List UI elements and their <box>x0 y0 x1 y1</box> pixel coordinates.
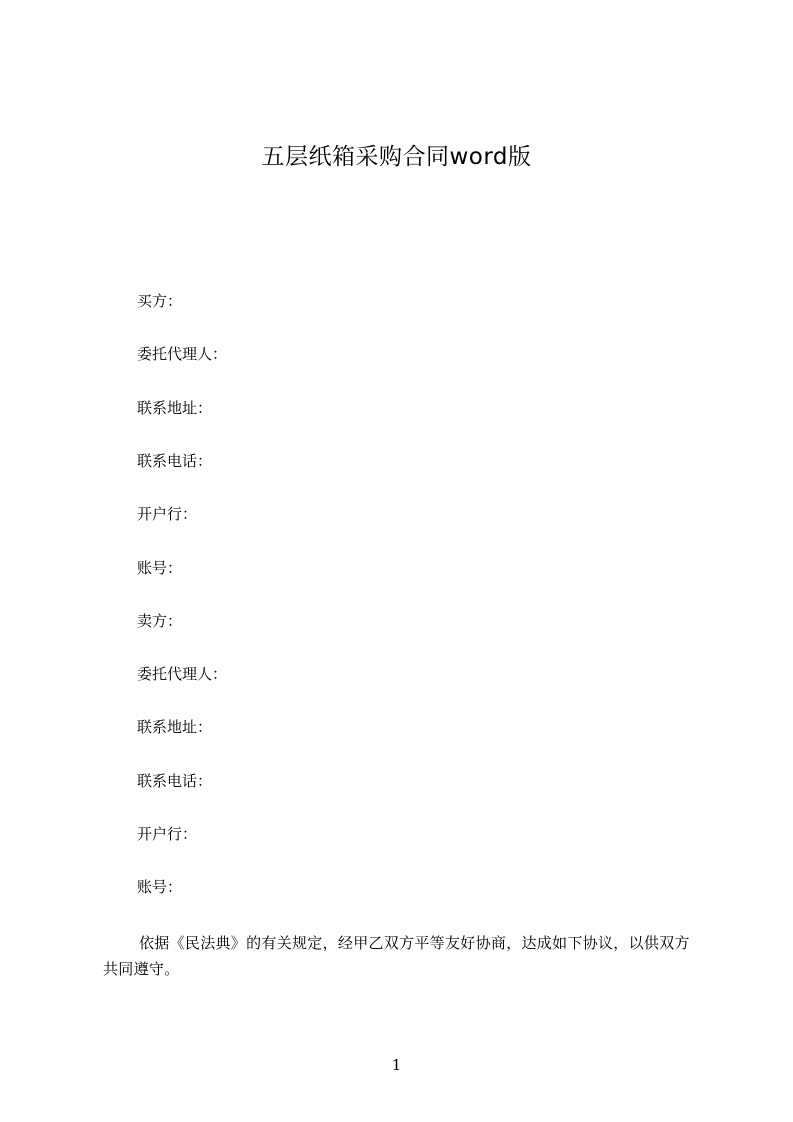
page-number: 1 <box>391 1056 402 1074</box>
seller-bank-label: 开户行： <box>137 825 198 843</box>
buyer-address-label: 联系地址： <box>137 399 213 417</box>
buyer-account-label: 账号： <box>137 559 183 577</box>
seller-agent-label: 委托代理人： <box>137 665 228 683</box>
buyer-phone-label: 联系电话： <box>137 452 213 470</box>
seller-account-label: 账号： <box>137 878 183 896</box>
buyer-bank-label: 开户行： <box>137 505 198 523</box>
seller-phone-label: 联系电话： <box>137 772 213 790</box>
intro-paragraph: 依据《民法典》的有关规定，经甲乙双方平等友好协商，达成如下协议，以供双方共同遵守。 <box>103 934 690 978</box>
seller-address-label: 联系地址： <box>137 718 213 736</box>
buyer-party-label: 买方： <box>137 292 183 310</box>
buyer-agent-label: 委托代理人： <box>137 345 228 363</box>
document-title: 五层纸箱采购合同word版 <box>261 144 532 170</box>
seller-party-label: 卖方： <box>137 612 183 630</box>
